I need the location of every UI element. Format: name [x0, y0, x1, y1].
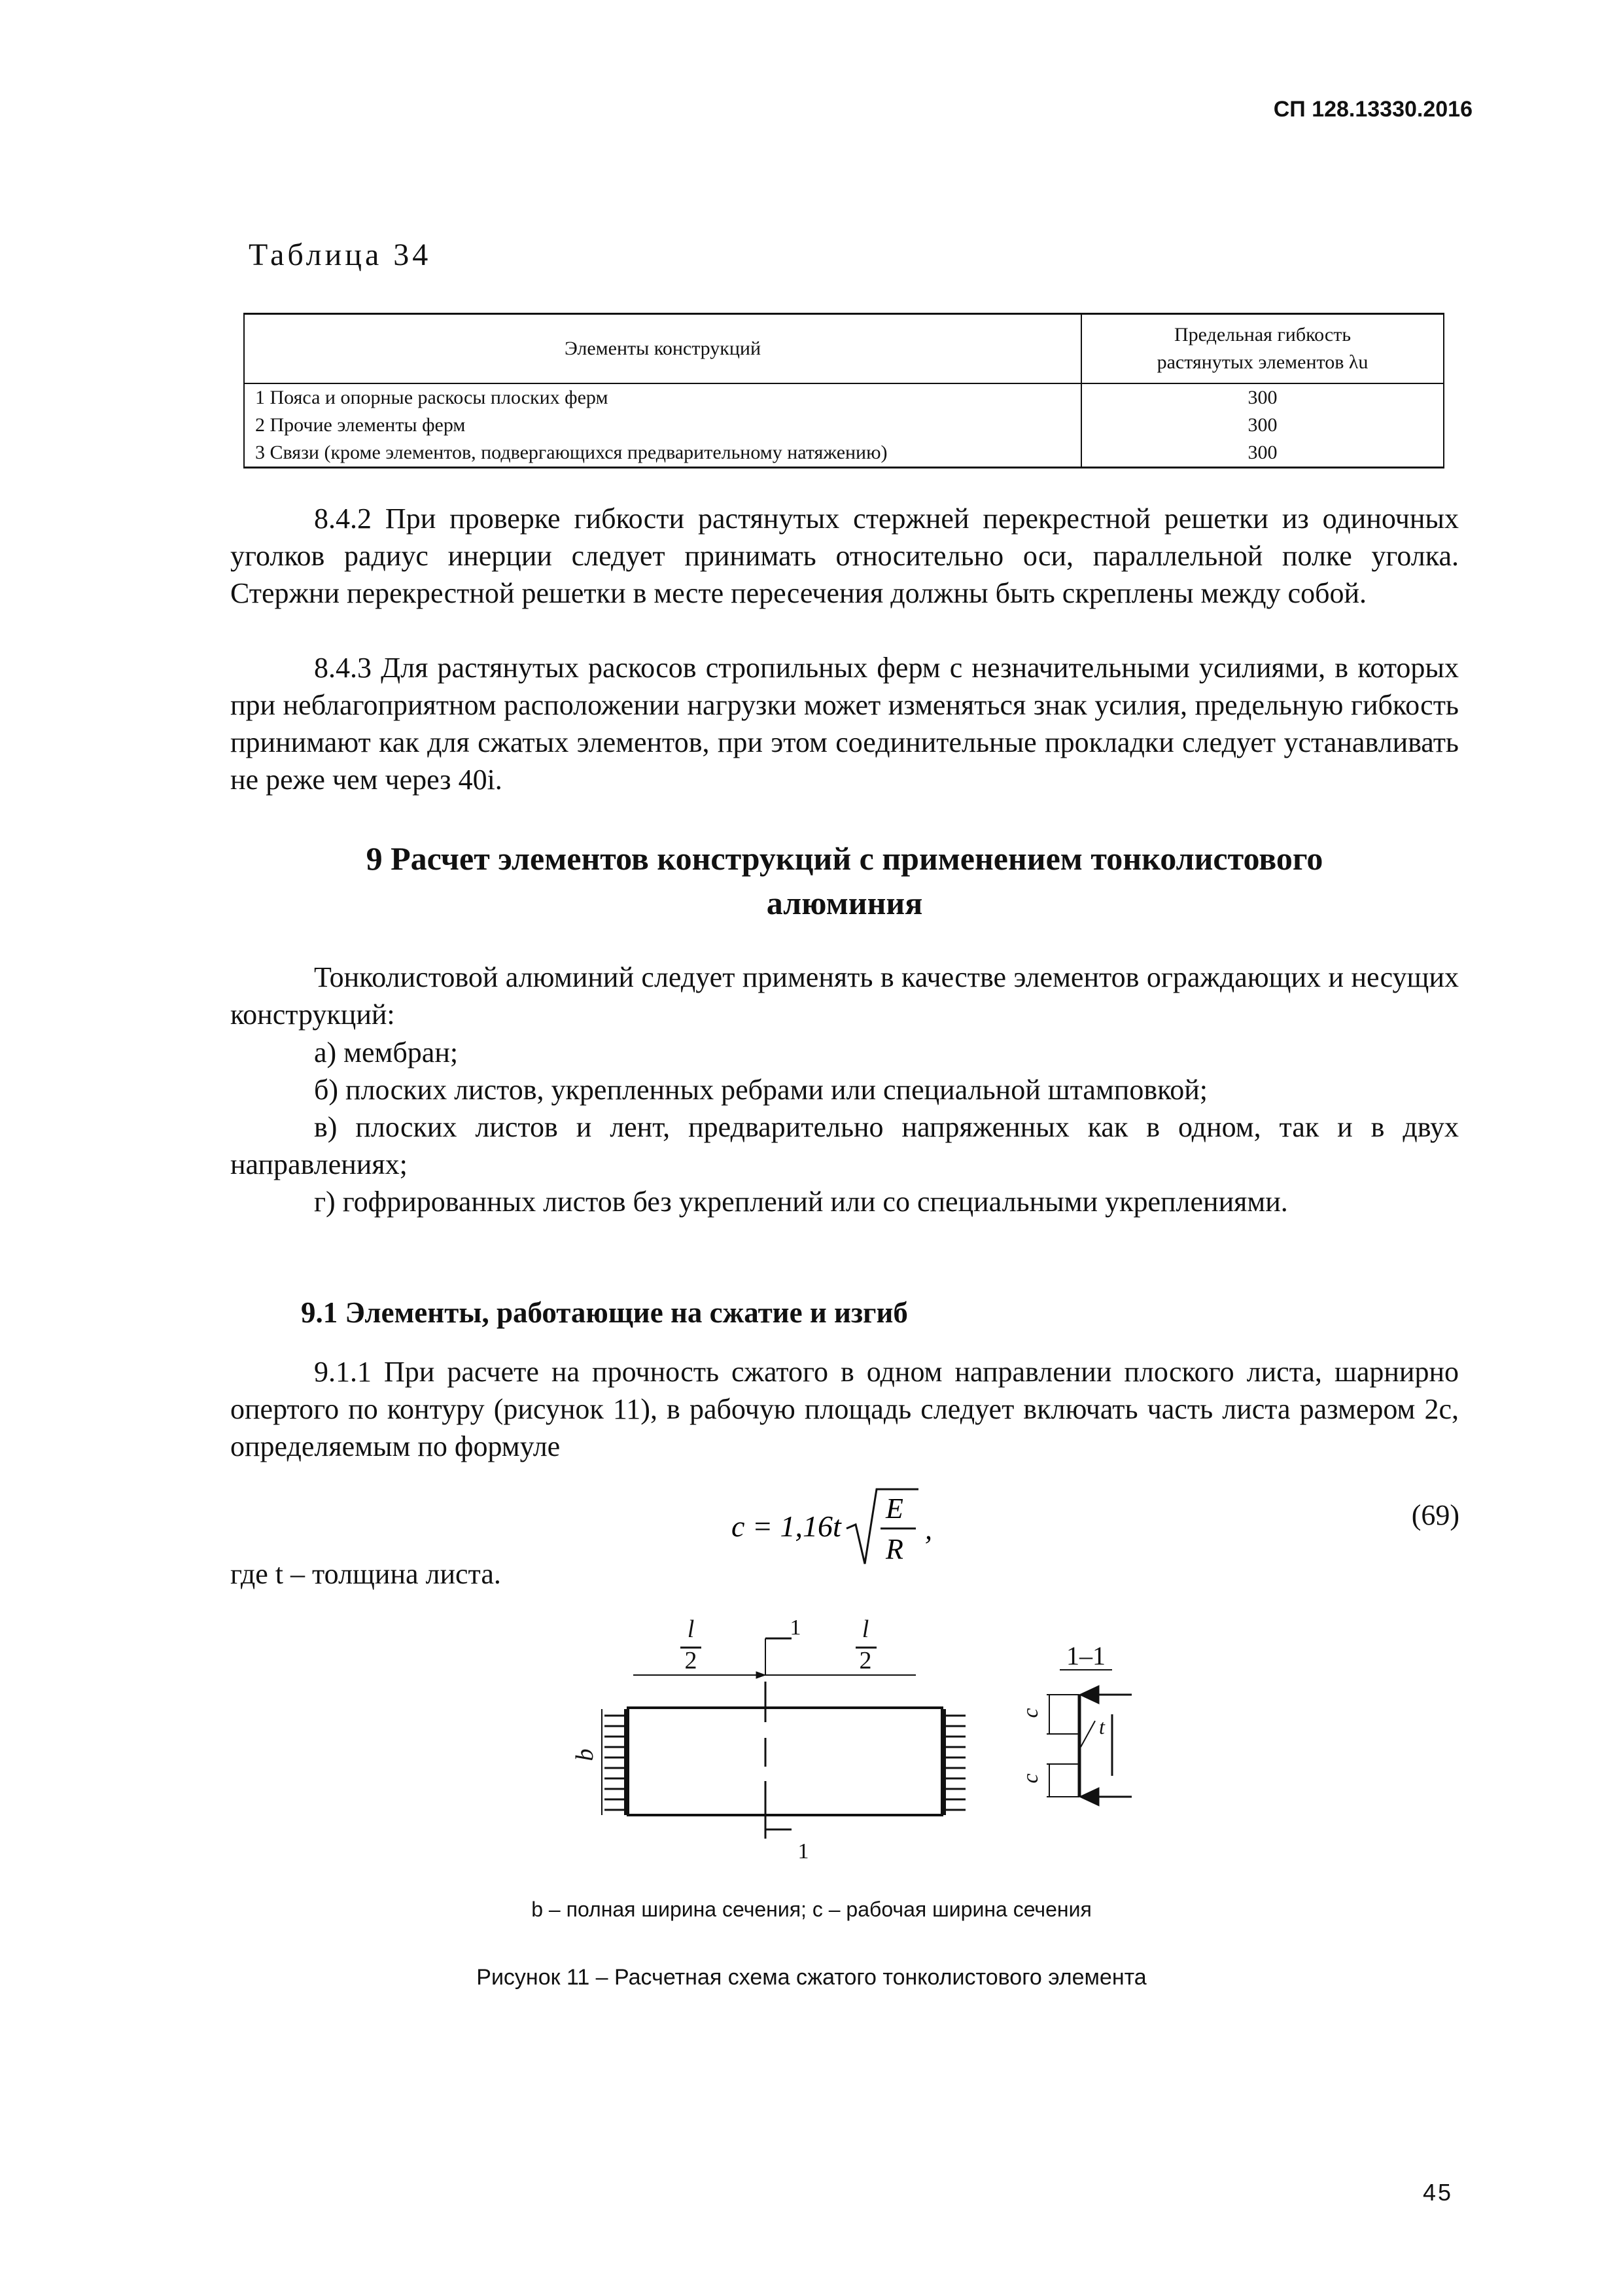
thickness-leader — [1081, 1721, 1095, 1747]
plate-rectangle — [628, 1708, 942, 1815]
document-code: СП 128.13330.2016 — [1273, 97, 1473, 122]
list-item-b: б) плоских листов, укрепленных ребрами или специальной штамповкой; — [314, 1074, 1208, 1106]
table-header-slenderness — [1081, 314, 1444, 384]
paragraph-8-4-2: 8.4.2 При проверке гибкости растянутых стержней перекрестной решетки из одиночных уголков радиус инерции следует принимать относительно оси, параллельной полке уголка. Стержни перекрестной решетки в месте пересечения должны быть скреплены между собой. — [230, 503, 1459, 609]
section-9-title-line-2: алюминия — [766, 885, 923, 921]
formula-svg — [731, 1484, 947, 1569]
list-item-v: в) плоских листов и лент, предварительно напряженных как в одном, так и в двух направлениях; — [230, 1111, 1459, 1180]
support-top — [1079, 1686, 1099, 1704]
equation-number: (69) — [1411, 1499, 1459, 1531]
section-9-intro: Тонколистовой алюминий следует применять в качестве элементов ограждающих и несущих конструкций: — [230, 961, 1459, 1031]
header-line-2: растянутых элементов λu — [1157, 351, 1369, 373]
list-item-g: г) гофрированных листов без укреплений или со специальными укреплениями. — [314, 1186, 1288, 1218]
header-line-1: Предельная гибкость — [1174, 324, 1351, 345]
table-cell-value: 300 — [1081, 383, 1444, 412]
label-l-left-num: l — [687, 1616, 695, 1643]
table-header-row — [244, 314, 1444, 384]
table-header-elements: Элементы конструкций — [244, 314, 1081, 384]
formula-69 — [731, 1484, 947, 1576]
list-item-a: а) мембран; — [314, 1036, 459, 1069]
section-9-1-title: 9.1 Элементы, работающие на сжатие и изгиб — [301, 1296, 908, 1329]
table-cell-value: 300 — [1081, 412, 1444, 439]
label-c-top: c — [1019, 1708, 1043, 1718]
where-clause: где t – толщина листа. — [230, 1558, 501, 1590]
table-caption: Таблица 34 — [249, 238, 432, 272]
sqrt-sign — [846, 1489, 918, 1564]
page-number: 45 — [1422, 2179, 1453, 2206]
table-cell-value: 300 — [1081, 439, 1444, 468]
table-row — [244, 383, 1444, 412]
table-cell-element: 2 Прочие элементы ферм — [244, 412, 1081, 439]
figure-note: b – полная ширина сечения; c – рабочая ширина сечения — [531, 1898, 1092, 1921]
formula-lhs: c = 1,16t — [731, 1510, 841, 1543]
section-mark-bottom: 1 — [797, 1839, 809, 1863]
table-cell-element: 3 Связи (кроме элементов, подвергающихся предварительному натяжению) — [244, 439, 1081, 468]
dimension-arrow — [756, 1672, 765, 1678]
paragraph-9-1-1: 9.1.1 При расчете на прочность сжатого в одном направлении плоского листа, шарнирно опертого по контуру (рисунок 11), в рабочую площадь следует включать часть листа размером 2c, определяемым по формуле — [230, 1356, 1459, 1462]
table-row — [244, 412, 1444, 439]
label-l-left-den: 2 — [684, 1647, 697, 1674]
support-bottom — [1079, 1788, 1099, 1806]
section-mark-top: 1 — [790, 1616, 801, 1640]
figure-11-section — [1007, 1636, 1164, 1832]
label-c-bottom: c — [1019, 1773, 1043, 1784]
label-l-right-num: l — [862, 1616, 869, 1643]
label-l-right-den: 2 — [859, 1647, 872, 1674]
table-row — [244, 439, 1444, 468]
section-title: 1–1 — [1066, 1641, 1106, 1670]
label-b: b — [571, 1748, 599, 1761]
label-t: t — [1099, 1715, 1105, 1739]
slenderness-table — [243, 313, 1444, 468]
figure-caption: Рисунок 11 – Расчетная схема сжатого тонколистового элемента — [476, 1965, 1147, 1990]
table-cell-element: 1 Пояса и опорные раскосы плоских ферм — [244, 383, 1081, 412]
formula-tail: , — [925, 1513, 932, 1545]
formula-numerator: E — [886, 1492, 903, 1525]
section-9-title-line-1: 9 Расчет элементов конструкций с применением тонколистового — [366, 840, 1323, 877]
section-9-title — [230, 836, 1459, 925]
formula-denominator: R — [886, 1533, 903, 1565]
paragraph-8-4-3: 8.4.3 Для растянутых раскосов стропильных ферм с незначительными усилиями, в которых при неблагоприятном расположении нагрузки может изменяться знак усилия, предельную гибкость принимают как для сжатых элементов, при этом соединительные прокладки следует устанавливать не реже чем через 40i. — [230, 652, 1459, 796]
